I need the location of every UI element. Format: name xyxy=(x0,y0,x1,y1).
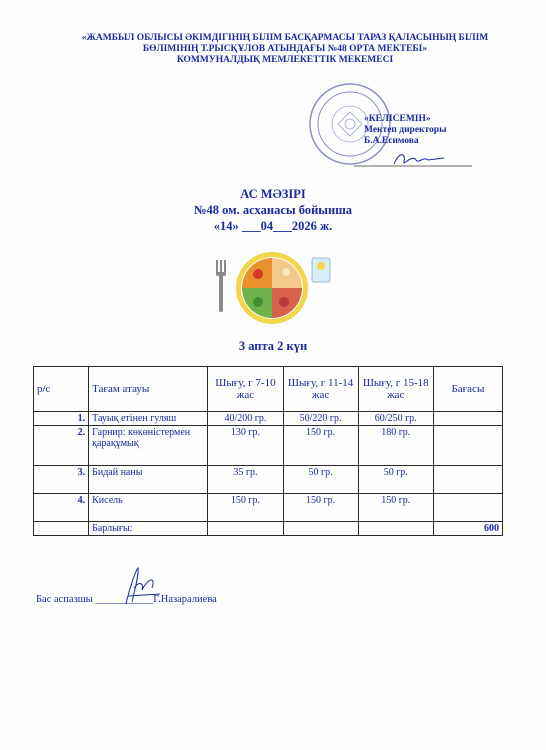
portion-7-10: 35 гр. xyxy=(208,466,283,494)
portion-11-14: 50/220 гр. xyxy=(283,412,358,426)
title-line: «14» ___04___2026 ж. xyxy=(213,219,333,233)
title-line: АС МӘЗІРІ xyxy=(240,187,306,201)
row-number: 2. xyxy=(34,426,89,466)
approval-name: Б.А.Есимова xyxy=(364,136,419,146)
header-line: КОММУНАЛДЫҚ МЕМЛЕКЕТТІК МЕКЕМЕСІ xyxy=(176,55,394,65)
total-label: Барлығы: xyxy=(89,522,208,536)
table-row xyxy=(34,466,503,494)
milk-glass-icon xyxy=(312,258,330,282)
institution-header xyxy=(40,33,530,66)
header-line: БӨЛІМІНІҢ Т.РЫСҚҰЛОВ АТЫНДАҒЫ №48 ОРТА МЕКТЕБІ» xyxy=(142,44,428,54)
price-cell xyxy=(433,412,502,426)
total-value: 600 xyxy=(433,522,502,536)
portion-11-14: 50 гр. xyxy=(283,466,358,494)
approval-title: «КЕЛІСЕМІН» xyxy=(364,114,431,124)
table-row xyxy=(34,494,503,522)
menu-table xyxy=(33,366,503,536)
healthy-plate-illustration xyxy=(210,250,340,328)
portion-15-18: 50 гр. xyxy=(358,466,433,494)
col-header-dish: Тағам атауы xyxy=(89,367,208,412)
dish-name: Кисель xyxy=(89,494,208,522)
row-number: 3. xyxy=(34,466,89,494)
director-signature xyxy=(354,148,474,170)
header-line: «ЖАМБЫЛ ОБЛЫСЫ ӘКІМДІГІНІҢ БІЛІМ БАСҚАРМАСЫ ТАРАЗ ҚАЛАСЫНЫҢ БІЛІМ xyxy=(81,33,489,43)
col-header-portion-7-10: Шығу, г 7-10 жас xyxy=(208,367,283,412)
table-row xyxy=(34,426,503,466)
approval-block xyxy=(364,114,447,147)
col-header-number: р/с xyxy=(34,367,89,412)
portion-11-14: 150 гр. xyxy=(283,426,358,466)
dish-name: Бидай наны xyxy=(89,466,208,494)
fork-icon xyxy=(216,260,226,312)
portion-15-18: 180 гр. xyxy=(358,426,433,466)
total-row xyxy=(34,522,503,536)
row-number: 4. xyxy=(34,494,89,522)
portion-15-18: 60/250 гр. xyxy=(358,412,433,426)
title-line: №48 ом. асханасы бойынша xyxy=(193,203,353,217)
portion-7-10: 130 гр. xyxy=(208,426,283,466)
chef-label: Бас аспазшы xyxy=(36,594,93,605)
price-cell xyxy=(433,494,502,522)
col-header-price: Бағасы xyxy=(433,367,502,412)
table-header-row xyxy=(34,367,503,412)
portion-7-10: 40/200 гр. xyxy=(208,412,283,426)
chef-block xyxy=(36,594,217,605)
approval-position: Мектеп директоры xyxy=(364,125,447,135)
portion-11-14: 150 гр. xyxy=(283,494,358,522)
row-number: 1. xyxy=(34,412,89,426)
dish-name: Гарнир: көкөністермен қарақұмық xyxy=(89,426,208,466)
menu-title xyxy=(0,186,546,234)
price-cell xyxy=(433,466,502,494)
table-row xyxy=(34,412,503,426)
portion-7-10: 150 гр. xyxy=(208,494,283,522)
week-day-label: 3 апта 2 күн xyxy=(238,339,308,353)
price-cell xyxy=(433,426,502,466)
chef-name: ___________Г.Назаралиева xyxy=(95,594,217,605)
col-header-portion-11-14: Шығу, г 11-14 жас xyxy=(283,367,358,412)
dish-name: Тауық етінен гуляш xyxy=(89,412,208,426)
portion-15-18: 150 гр. xyxy=(358,494,433,522)
col-header-portion-15-18: Шығу, г 15-18 жас xyxy=(358,367,433,412)
